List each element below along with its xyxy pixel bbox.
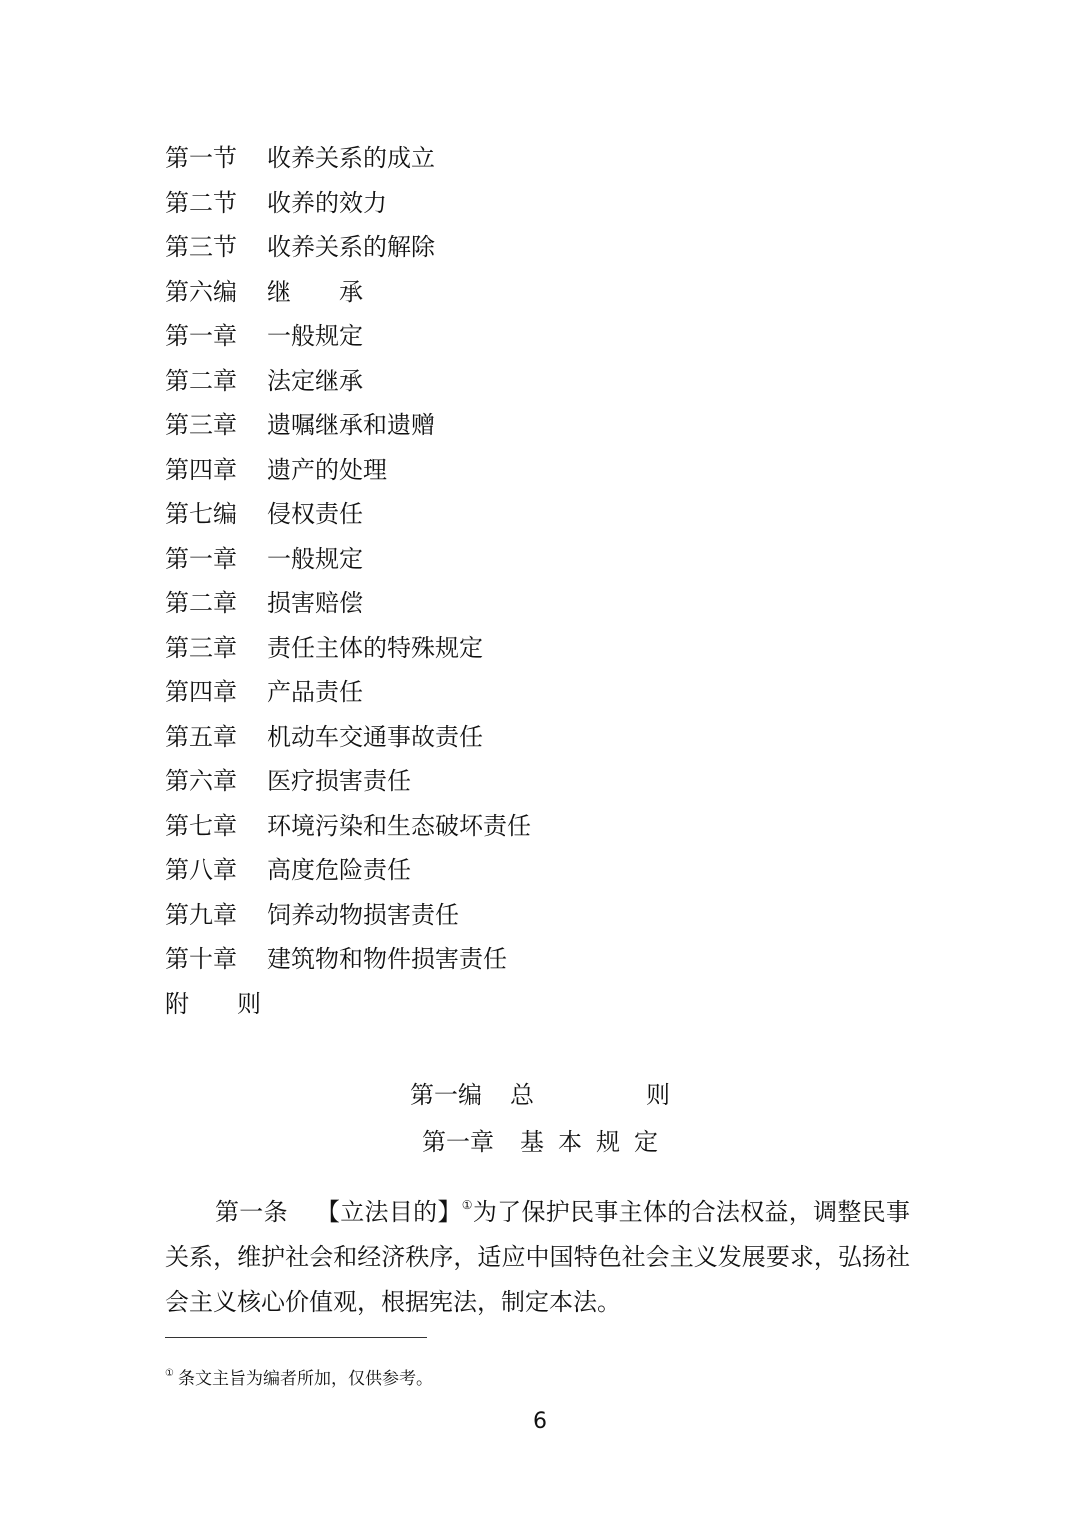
toc-entry-number: 第十章 bbox=[165, 945, 237, 973]
toc-appendix-entry bbox=[165, 982, 925, 1027]
footnote-reference[interactable]: ① bbox=[461, 1198, 473, 1212]
toc-entry bbox=[165, 937, 925, 982]
footnote-divider bbox=[165, 1337, 427, 1338]
toc-entry-number: 第二章 bbox=[165, 366, 237, 395]
toc-entry-title: 一般规定 bbox=[267, 322, 363, 350]
toc-entry-number: 第八章 bbox=[165, 856, 237, 884]
toc-entry bbox=[165, 136, 925, 181]
article-purpose: 【立法目的】 bbox=[315, 1198, 462, 1226]
toc-entry-number: 第四章 bbox=[165, 678, 237, 706]
toc-entry-title: 建筑物和物件损害责任 bbox=[267, 945, 507, 973]
toc-entry-title: 产品责任 bbox=[267, 678, 363, 706]
toc-entry bbox=[165, 715, 925, 760]
toc-entry-number: 第三章 bbox=[165, 633, 237, 662]
toc-entry-number: 第二节 bbox=[165, 188, 237, 217]
chapter-heading-title: 基本规定 bbox=[520, 1128, 672, 1156]
page-number: 6 bbox=[533, 1409, 547, 1434]
toc-entry-number: 第一章 bbox=[165, 322, 237, 350]
toc-entry-number: 第七章 bbox=[165, 811, 237, 840]
toc-entry bbox=[165, 626, 925, 671]
footnote-text: 条文主旨为编者所加，仅供参考。 bbox=[177, 1369, 433, 1389]
toc-entry bbox=[165, 225, 925, 270]
toc-entry-title: 机动车交通事故责任 bbox=[267, 722, 483, 751]
toc-entry bbox=[165, 492, 925, 537]
toc-entry bbox=[165, 893, 925, 938]
toc-entry-title: 遗产的处理 bbox=[267, 455, 387, 484]
footnote-mark: ① bbox=[165, 1368, 174, 1379]
toc-entry bbox=[165, 270, 925, 315]
toc-entry-title: 遗嘱继承和遗赠 bbox=[267, 411, 435, 439]
toc-entry-title: 侵权责任 bbox=[267, 500, 363, 528]
article-number: 第一条 bbox=[215, 1198, 288, 1226]
part-heading-title: 总 则 bbox=[510, 1081, 714, 1109]
toc-appendix-title: 附 则 bbox=[165, 989, 261, 1018]
toc-entry bbox=[165, 359, 925, 404]
article-text: 为了保护民事主体的合法权益，调整民事关系，维护社会和经济秩序，适应中国特色社会主义发展要求，弘扬社会主义核心价值观，根据宪法，制定本法。 bbox=[165, 1198, 911, 1316]
toc-entry bbox=[165, 314, 925, 359]
toc-entry-number: 第七编 bbox=[165, 500, 237, 528]
toc-entry-title: 责任主体的特殊规定 bbox=[267, 633, 483, 662]
toc-entry-title: 法定继承 bbox=[267, 366, 363, 395]
toc-entry-title: 饲养动物损害责任 bbox=[267, 900, 459, 929]
toc-entry-title: 高度危险责任 bbox=[267, 856, 411, 884]
toc-entry-title: 损害赔偿 bbox=[267, 589, 363, 617]
toc-entry-title: 一般规定 bbox=[267, 544, 363, 573]
footnote bbox=[165, 1366, 865, 1392]
toc-entry-number: 第六编 bbox=[165, 277, 237, 306]
toc-entry-title: 收养关系的成立 bbox=[267, 144, 435, 172]
toc-entry-title: 收养的效力 bbox=[267, 188, 387, 217]
toc-entry-number: 第一章 bbox=[165, 544, 237, 573]
toc-entry-number: 第六章 bbox=[165, 767, 237, 795]
toc-entry-title: 环境污染和生态破坏责任 bbox=[267, 811, 531, 840]
toc-entry-title: 收养关系的解除 bbox=[267, 233, 435, 261]
toc-entry bbox=[165, 448, 925, 493]
toc-entry-number: 第三章 bbox=[165, 411, 237, 439]
toc-entry bbox=[165, 670, 925, 715]
toc-entry bbox=[165, 848, 925, 893]
table-of-contents bbox=[165, 136, 925, 1026]
toc-entry-number: 第四章 bbox=[165, 455, 237, 484]
toc-entry bbox=[165, 403, 925, 448]
chapter-heading bbox=[0, 1122, 1080, 1162]
part-heading bbox=[0, 1075, 1080, 1115]
toc-entry-title: 继 承 bbox=[267, 277, 363, 306]
toc-entry-number: 第二章 bbox=[165, 589, 237, 617]
toc-entry-title: 医疗损害责任 bbox=[267, 767, 411, 795]
toc-entry-number: 第三节 bbox=[165, 233, 237, 261]
toc-entry-number: 第一节 bbox=[165, 144, 237, 172]
toc-entry bbox=[165, 181, 925, 226]
toc-entry bbox=[165, 759, 925, 804]
toc-entry-number: 第九章 bbox=[165, 900, 237, 929]
article-1 bbox=[165, 1190, 910, 1325]
toc-entry-number: 第五章 bbox=[165, 722, 237, 751]
toc-entry bbox=[165, 804, 925, 849]
toc-entry bbox=[165, 581, 925, 626]
part-heading-number: 第一编 bbox=[410, 1081, 482, 1109]
toc-entry bbox=[165, 537, 925, 582]
chapter-heading-number: 第一章 bbox=[422, 1128, 494, 1156]
